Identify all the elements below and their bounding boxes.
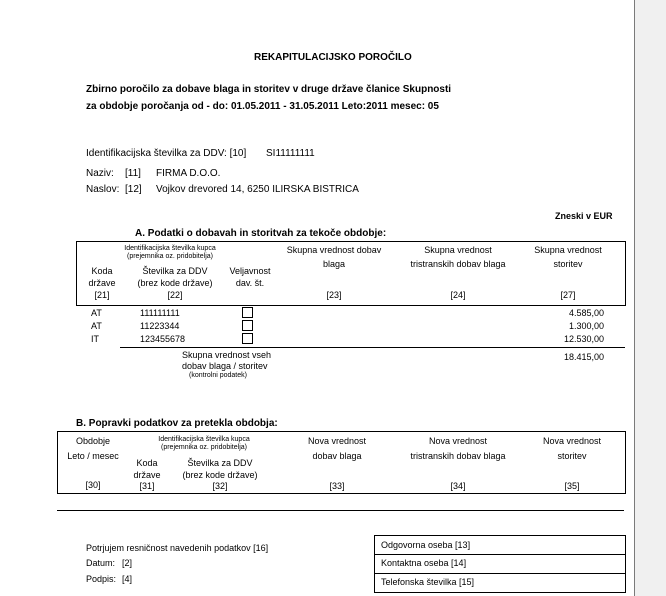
b-col-goods-2: dobav blaga (312, 451, 362, 461)
section-a-title: A. Podatki o dobavah in storitvah za tekoče obdobje: (135, 228, 387, 239)
b-col-period-1: Obdobje (75, 436, 111, 446)
total-label-3: (kontrolni podatek) (189, 372, 247, 379)
row-vat: 11223344 (140, 321, 180, 331)
page-edge-shadow (635, 0, 666, 596)
row-vat: 111111111 (140, 308, 180, 318)
a-col-serv-2: storitev (553, 259, 583, 269)
name-code: [11] (125, 168, 141, 179)
b-col-vat-1: Številka za DDV (187, 458, 253, 468)
address-label: Naslov: (86, 184, 120, 195)
b-col-country-1: Koda (136, 458, 158, 468)
row-services: 4.585,00 (568, 308, 604, 318)
b-col-goods-1: Nova vrednost (307, 436, 367, 446)
a-col-country-2: države (88, 278, 116, 288)
contact-box-divider-2 (374, 573, 626, 574)
b-buyer-header-1: Identifikacijska številka kupca (158, 436, 250, 443)
company-name: FIRMA D.O.O. (156, 168, 221, 179)
a-col-country-1: Koda (91, 266, 113, 276)
section-a-left-rule (76, 241, 77, 306)
total-value: 18.415,00 (563, 352, 604, 362)
a-col-goods-2: blaga (322, 259, 346, 269)
responsible-person-field[interactable]: Odgovorna oseba [13] (381, 540, 471, 550)
amounts-note: Zneski v EUR (555, 211, 613, 221)
a-col-valid-2: dav. št. (235, 278, 265, 288)
section-b-top-rule (57, 431, 626, 432)
b-col-country-code: [31] (139, 481, 155, 491)
date-label: Datum: (86, 558, 116, 568)
a-buyer-header-1: Identifikacijska številka kupca (124, 245, 216, 252)
a-col-serv-code: [27] (560, 290, 576, 300)
section-b-right-rule (625, 431, 626, 494)
a-col-country-code: [21] (94, 290, 110, 300)
vat-label: Identifikacijska številka za DDV: [10] (86, 148, 247, 159)
name-label: Naziv: (86, 168, 114, 179)
date-code: [2] (122, 558, 133, 568)
b-col-serv-2: storitev (557, 451, 587, 461)
b-col-period-code: [30] (85, 480, 101, 490)
b-col-serv-1: Nova vrednost (542, 436, 602, 446)
row-valid-checkbox[interactable] (242, 307, 253, 318)
a-col-goods-1: Skupna vrednost dobav (286, 245, 382, 255)
b-col-country-2: države (133, 470, 161, 480)
a-col-tri-code: [24] (450, 290, 466, 300)
b-col-period-2: Leto / mesec (67, 451, 119, 461)
b-col-vat-2: (brez kode države) (182, 470, 258, 480)
b-col-tri-2: tristranskih dobav blaga (410, 451, 506, 461)
a-col-valid-1: Veljavnost (229, 266, 271, 276)
a-col-goods-code: [23] (326, 290, 342, 300)
section-b-title: B. Popravki podatkov za pretekla obdobja: (76, 418, 278, 429)
report-title: REKAPITULACIJSKO POROČILO (254, 52, 412, 63)
a-col-vat-2: (brez kode države) (137, 278, 213, 288)
row-country: IT (91, 334, 99, 344)
vat-value: SI11111111 (266, 148, 315, 159)
contact-person-field[interactable]: Kontaktna oseba [14] (381, 558, 467, 568)
section-b-bottom-rule (57, 493, 626, 494)
confirm-text: Potrjujem resničnost navedenih podatkov [16] (86, 543, 269, 553)
row-valid-checkbox[interactable] (242, 320, 253, 331)
b-col-serv-code: [35] (564, 481, 580, 491)
section-a-top-rule (76, 241, 626, 242)
row-services: 12.530,00 (563, 334, 604, 344)
row-vat: 123455678 (140, 334, 186, 344)
section-a-right-rule (625, 241, 626, 306)
section-a-header-bottom-rule (76, 305, 626, 306)
a-col-serv-1: Skupna vrednost (534, 245, 602, 255)
row-services: 1.300,00 (568, 321, 604, 331)
row-country: AT (91, 308, 102, 318)
sign-code: [4] (122, 574, 133, 584)
footer-rule (57, 510, 624, 511)
company-address: Vojkov drevored 14, 6250 ILIRSKA BISTRICA (156, 184, 359, 195)
a-buyer-header-2: (prejemnika oz. pridobitelja) (127, 253, 213, 260)
a-col-tri-2: tristranskih dobav blaga (410, 259, 506, 269)
section-b-left-rule (57, 431, 58, 494)
report-subtitle: Zbirno poročilo za dobave blaga in storitev v druge države članice Skupnosti (86, 84, 452, 95)
b-col-vat-code: [32] (212, 481, 228, 491)
phone-number-field[interactable]: Telefonska številka [15] (381, 577, 475, 587)
b-buyer-header-2: (prejemnika oz. pridobitelja) (161, 444, 247, 451)
row-country: AT (91, 321, 102, 331)
sign-label: Podpis: (86, 574, 117, 584)
b-col-tri-code: [34] (450, 481, 466, 491)
b-col-tri-1: Nova vrednost (428, 436, 488, 446)
total-rule (120, 347, 625, 348)
a-col-vat-code: [22] (167, 290, 183, 300)
b-col-goods-code: [33] (329, 481, 345, 491)
row-valid-checkbox[interactable] (242, 333, 253, 344)
a-col-tri-1: Skupna vrednost (424, 245, 492, 255)
report-period: za obdobje poročanja od - do: 01.05.2011 - 31.05.2011 Leto:2011 mesec: 05 (86, 101, 439, 112)
total-label-2: dobav blaga / storitev (182, 361, 268, 371)
a-col-vat-1: Številka za DDV (142, 266, 208, 276)
contact-box-divider-1 (374, 554, 626, 555)
total-label-1: Skupna vrednost vseh (182, 350, 272, 360)
address-code: [12] (125, 184, 142, 195)
